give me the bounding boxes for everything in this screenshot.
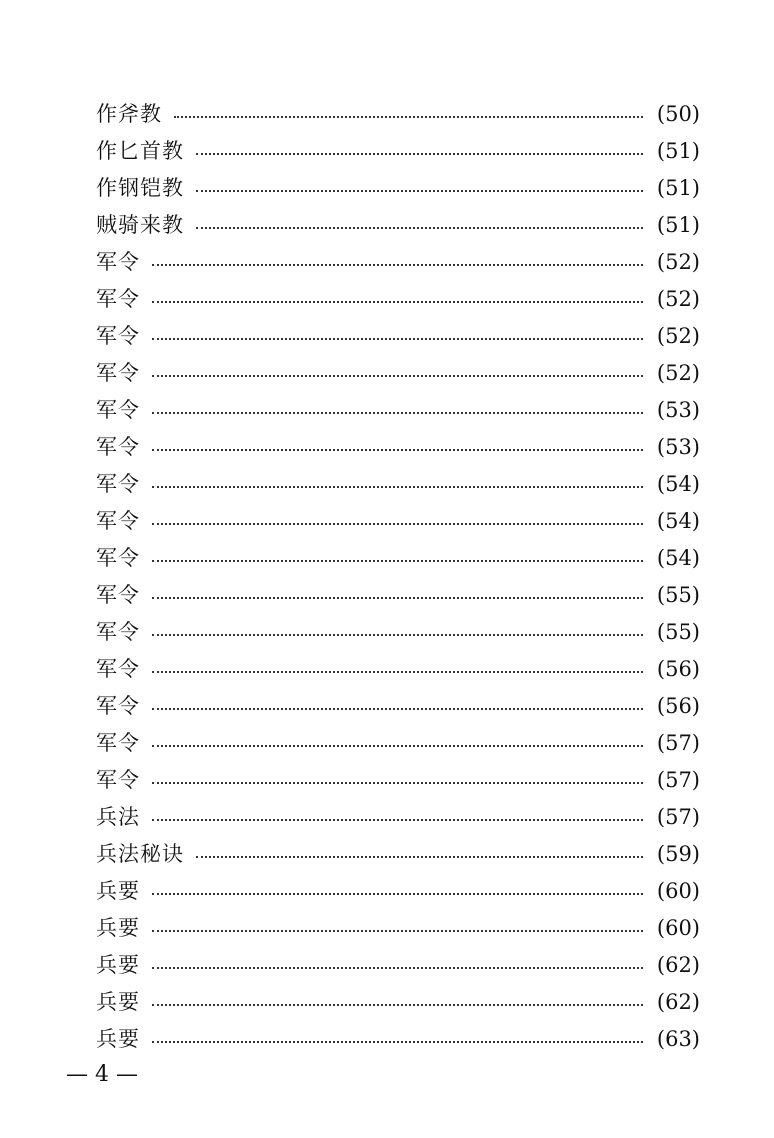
dot-leader bbox=[196, 190, 643, 192]
table-of-contents bbox=[96, 96, 700, 1058]
dot-leader bbox=[152, 745, 643, 747]
dot-leader bbox=[152, 560, 643, 562]
toc-entry[interactable] bbox=[96, 947, 700, 984]
toc-entry[interactable] bbox=[96, 503, 700, 540]
toc-entry[interactable] bbox=[96, 836, 700, 873]
dot-leader bbox=[152, 412, 643, 414]
toc-entry[interactable] bbox=[96, 799, 700, 836]
toc-entry[interactable] bbox=[96, 614, 700, 651]
toc-entry-title: 军令 bbox=[96, 324, 140, 348]
toc-entry-title: 贼骑来教 bbox=[96, 213, 184, 237]
toc-entry-page: (53) bbox=[656, 398, 700, 422]
toc-entry-page: (51) bbox=[656, 176, 700, 200]
toc-entry-title: 军令 bbox=[96, 472, 140, 496]
toc-entry[interactable] bbox=[96, 318, 700, 355]
dot-leader bbox=[174, 116, 643, 118]
toc-entry-page: (53) bbox=[656, 435, 700, 459]
dot-leader bbox=[152, 523, 643, 525]
toc-entry-title: 兵要 bbox=[96, 916, 140, 940]
toc-entry-page: (50) bbox=[656, 102, 700, 126]
dot-leader bbox=[152, 486, 643, 488]
dot-leader bbox=[196, 153, 643, 155]
toc-entry-page: (57) bbox=[656, 805, 700, 829]
toc-entry[interactable] bbox=[96, 207, 700, 244]
toc-entry-page: (62) bbox=[656, 953, 700, 977]
toc-entry-page: (55) bbox=[656, 620, 700, 644]
toc-entry-title: 兵要 bbox=[96, 879, 140, 903]
toc-entry[interactable] bbox=[96, 355, 700, 392]
toc-entry-title: 兵要 bbox=[96, 990, 140, 1014]
toc-entry[interactable] bbox=[96, 429, 700, 466]
toc-entry-title: 兵法秘诀 bbox=[96, 842, 184, 866]
toc-entry-title: 兵要 bbox=[96, 1027, 140, 1051]
toc-entry-page: (54) bbox=[656, 546, 700, 570]
toc-entry-page: (60) bbox=[656, 916, 700, 940]
toc-entry-title: 军令 bbox=[96, 768, 140, 792]
toc-entry-title: 军令 bbox=[96, 250, 140, 274]
toc-entry[interactable] bbox=[96, 651, 700, 688]
toc-entry-page: (54) bbox=[656, 472, 700, 496]
toc-entry[interactable] bbox=[96, 540, 700, 577]
toc-entry-page: (52) bbox=[656, 361, 700, 385]
toc-entry[interactable] bbox=[96, 170, 700, 207]
toc-entry-page: (52) bbox=[656, 324, 700, 348]
toc-entry-title: 军令 bbox=[96, 583, 140, 607]
dot-leader bbox=[152, 449, 643, 451]
toc-entry-page: (55) bbox=[656, 583, 700, 607]
dot-leader bbox=[152, 264, 643, 266]
toc-entry-title: 军令 bbox=[96, 731, 140, 755]
page-number-footer: — 4 — bbox=[66, 1062, 138, 1087]
toc-entry-title: 兵要 bbox=[96, 953, 140, 977]
toc-entry-page: (57) bbox=[656, 731, 700, 755]
toc-entry-title: 兵法 bbox=[96, 805, 140, 829]
toc-entry[interactable] bbox=[96, 688, 700, 725]
toc-entry-page: (63) bbox=[656, 1027, 700, 1051]
toc-entry-title: 作匕首教 bbox=[96, 139, 184, 163]
dot-leader bbox=[152, 782, 643, 784]
toc-entry[interactable] bbox=[96, 244, 700, 281]
dot-leader bbox=[152, 893, 643, 895]
toc-entry-title: 军令 bbox=[96, 435, 140, 459]
toc-entry[interactable] bbox=[96, 577, 700, 614]
toc-entry-page: (52) bbox=[656, 287, 700, 311]
toc-entry[interactable] bbox=[96, 984, 700, 1021]
toc-entry-title: 军令 bbox=[96, 620, 140, 644]
toc-entry[interactable] bbox=[96, 762, 700, 799]
toc-entry-page: (60) bbox=[656, 879, 700, 903]
toc-entry-title: 军令 bbox=[96, 546, 140, 570]
dot-leader bbox=[152, 967, 643, 969]
dot-leader bbox=[152, 708, 643, 710]
toc-entry[interactable] bbox=[96, 1021, 700, 1058]
dot-leader bbox=[152, 1041, 643, 1043]
dot-leader bbox=[196, 227, 643, 229]
dot-leader bbox=[196, 856, 643, 858]
toc-entry-page: (52) bbox=[656, 250, 700, 274]
dot-leader bbox=[152, 301, 643, 303]
toc-entry-title: 军令 bbox=[96, 287, 140, 311]
toc-entry-page: (51) bbox=[656, 139, 700, 163]
toc-entry-title: 军令 bbox=[96, 361, 140, 385]
toc-entry[interactable] bbox=[96, 133, 700, 170]
dot-leader bbox=[152, 819, 643, 821]
toc-entry-page: (51) bbox=[656, 213, 700, 237]
toc-entry-title: 军令 bbox=[96, 509, 140, 533]
toc-entry[interactable] bbox=[96, 873, 700, 910]
dot-leader bbox=[152, 930, 643, 932]
toc-entry-page: (62) bbox=[656, 990, 700, 1014]
toc-entry[interactable] bbox=[96, 910, 700, 947]
toc-entry-title: 军令 bbox=[96, 657, 140, 681]
toc-entry[interactable] bbox=[96, 96, 700, 133]
toc-entry-title: 作钢铠教 bbox=[96, 176, 184, 200]
toc-entry[interactable] bbox=[96, 281, 700, 318]
toc-entry-title: 作斧教 bbox=[96, 102, 162, 126]
toc-entry-title: 军令 bbox=[96, 694, 140, 718]
toc-entry-page: (57) bbox=[656, 768, 700, 792]
toc-entry-page: (56) bbox=[656, 657, 700, 681]
toc-entry-page: (56) bbox=[656, 694, 700, 718]
toc-entry-page: (54) bbox=[656, 509, 700, 533]
toc-entry-page: (59) bbox=[656, 842, 700, 866]
toc-entry[interactable] bbox=[96, 466, 700, 503]
toc-entry[interactable] bbox=[96, 725, 700, 762]
dot-leader bbox=[152, 375, 643, 377]
dot-leader bbox=[152, 634, 643, 636]
dot-leader bbox=[152, 338, 643, 340]
dot-leader bbox=[152, 597, 643, 599]
toc-entry-title: 军令 bbox=[96, 398, 140, 422]
dot-leader bbox=[152, 1004, 643, 1006]
toc-entry[interactable] bbox=[96, 392, 700, 429]
dot-leader bbox=[152, 671, 643, 673]
